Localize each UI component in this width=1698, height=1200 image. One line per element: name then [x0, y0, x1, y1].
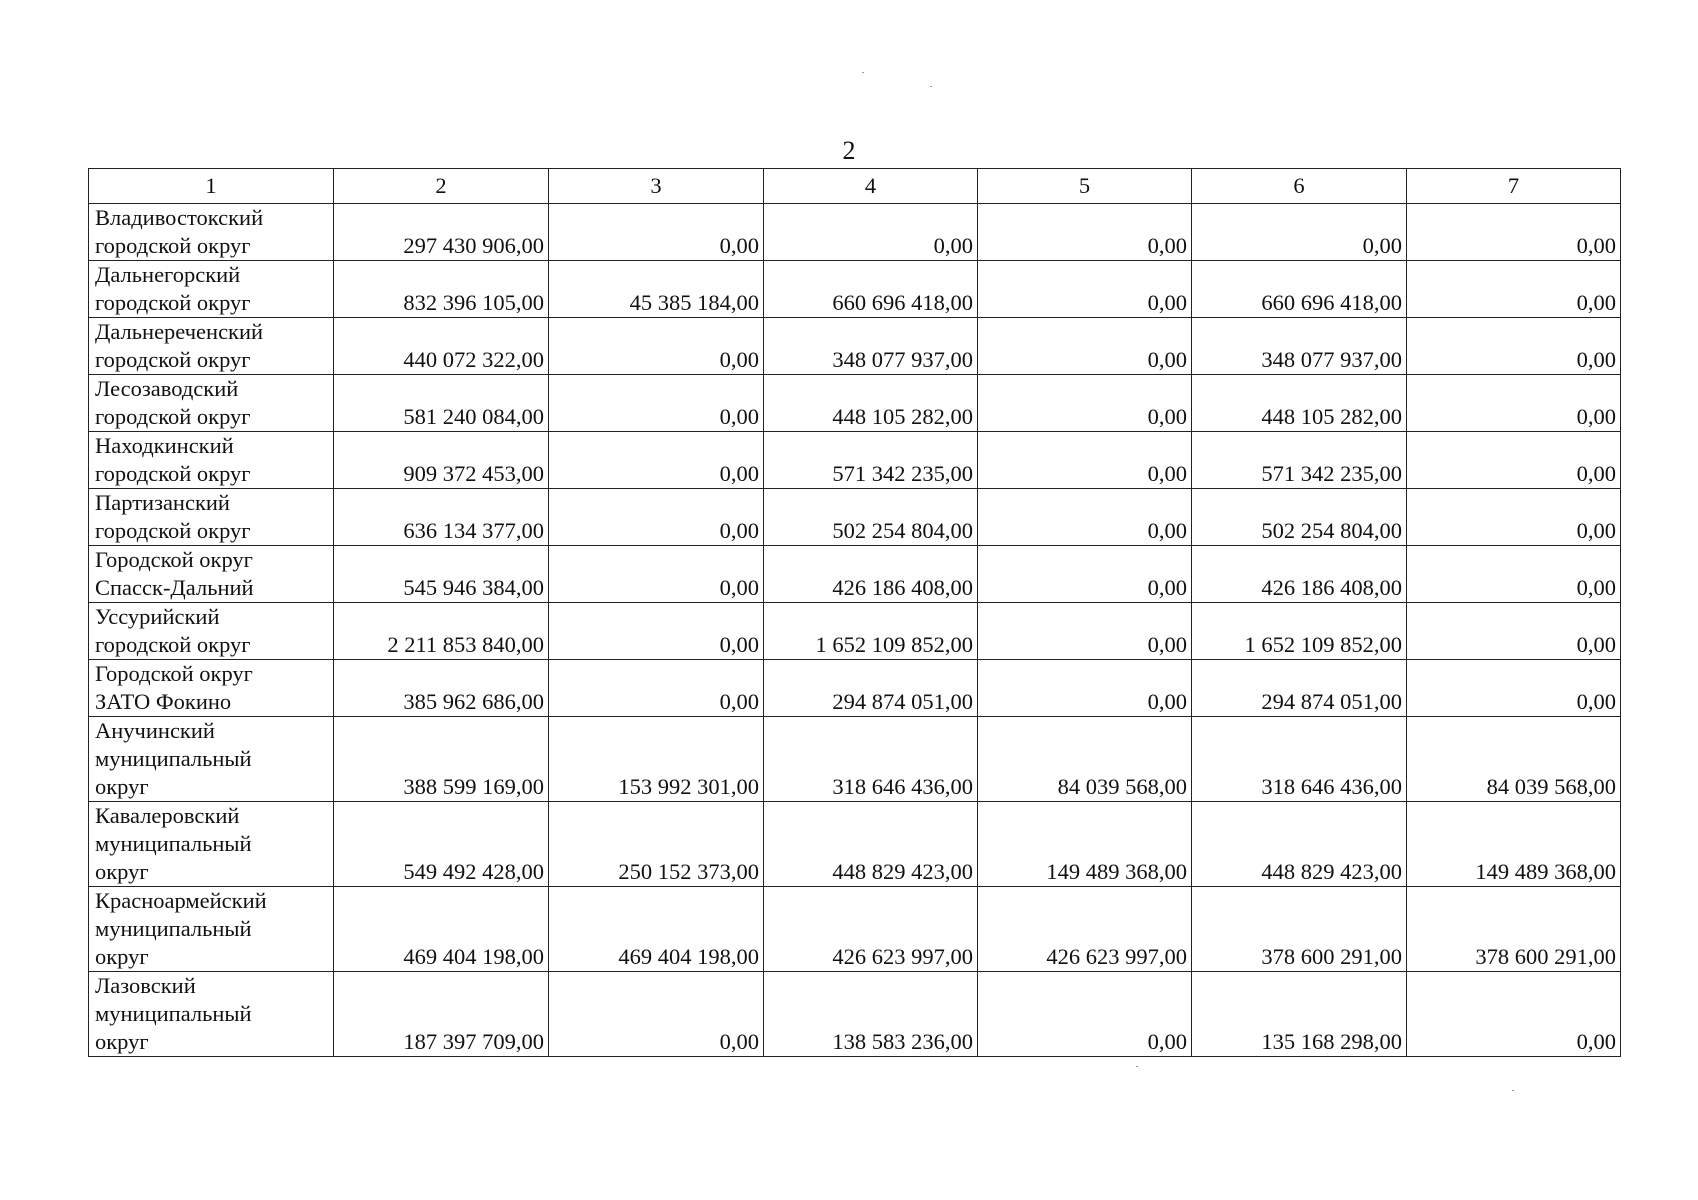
- column-header-2: 2: [334, 169, 549, 204]
- table-row: [89, 603, 1621, 660]
- table-row: [89, 802, 1621, 887]
- value-cell-col-6: 135 168 298,00: [1192, 972, 1407, 1057]
- value-cell-col-2: 187 397 709,00: [334, 972, 549, 1057]
- table-row: [89, 204, 1621, 261]
- value-cell-col-3: 153 992 301,00: [549, 717, 764, 802]
- value-cell-col-4: 571 342 235,00: [764, 432, 978, 489]
- value-cell-col-2: 2 211 853 840,00: [334, 603, 549, 660]
- value-cell-col-2: 549 492 428,00: [334, 802, 549, 887]
- value-cell-col-3: 45 385 184,00: [549, 261, 764, 318]
- value-cell-col-7: 149 489 368,00: [1407, 802, 1621, 887]
- value-cell-col-4: 1 652 109 852,00: [764, 603, 978, 660]
- budget-table: [88, 168, 1621, 1057]
- value-cell-col-5: 0,00: [978, 546, 1192, 603]
- value-cell-col-3: 0,00: [549, 375, 764, 432]
- value-cell-col-5: 426 623 997,00: [978, 887, 1192, 972]
- municipality-name: Анучинский муниципальный округ: [89, 717, 334, 802]
- value-cell-col-6: 294 874 051,00: [1192, 660, 1407, 717]
- scan-speck: [862, 72, 864, 73]
- value-cell-col-5: 0,00: [978, 660, 1192, 717]
- value-cell-col-2: 469 404 198,00: [334, 887, 549, 972]
- value-cell-col-3: 469 404 198,00: [549, 887, 764, 972]
- value-cell-col-6: 378 600 291,00: [1192, 887, 1407, 972]
- value-cell-col-6: 318 646 436,00: [1192, 717, 1407, 802]
- value-cell-col-7: 0,00: [1407, 375, 1621, 432]
- value-cell-col-6: 426 186 408,00: [1192, 546, 1407, 603]
- value-cell-col-6: 660 696 418,00: [1192, 261, 1407, 318]
- value-cell-col-5: 0,00: [978, 603, 1192, 660]
- value-cell-col-5: 0,00: [978, 204, 1192, 261]
- value-cell-col-2: 909 372 453,00: [334, 432, 549, 489]
- table-row: [89, 717, 1621, 802]
- value-cell-col-5: 84 039 568,00: [978, 717, 1192, 802]
- value-cell-col-7: 0,00: [1407, 261, 1621, 318]
- municipality-name: Дальнегорский городской округ: [89, 261, 334, 318]
- value-cell-col-7: 0,00: [1407, 972, 1621, 1057]
- value-cell-col-5: 0,00: [978, 432, 1192, 489]
- value-cell-col-4: 426 186 408,00: [764, 546, 978, 603]
- value-cell-col-5: 149 489 368,00: [978, 802, 1192, 887]
- municipality-name: Партизанский городской округ: [89, 489, 334, 546]
- table-row: [89, 489, 1621, 546]
- scan-speck: [930, 86, 932, 87]
- municipality-name: Уссурийский городской округ: [89, 603, 334, 660]
- value-cell-col-5: 0,00: [978, 972, 1192, 1057]
- column-header-6: 6: [1192, 169, 1407, 204]
- header-row: [89, 169, 1621, 204]
- value-cell-col-4: 348 077 937,00: [764, 318, 978, 375]
- value-cell-col-7: 84 039 568,00: [1407, 717, 1621, 802]
- column-header-4: 4: [764, 169, 978, 204]
- municipality-name: Дальнереченский городской округ: [89, 318, 334, 375]
- value-cell-col-7: 0,00: [1407, 546, 1621, 603]
- value-cell-col-2: 545 946 384,00: [334, 546, 549, 603]
- value-cell-col-4: 138 583 236,00: [764, 972, 978, 1057]
- value-cell-col-7: 0,00: [1407, 660, 1621, 717]
- value-cell-col-3: 0,00: [549, 489, 764, 546]
- value-cell-col-2: 388 599 169,00: [334, 717, 549, 802]
- value-cell-col-7: 0,00: [1407, 318, 1621, 375]
- value-cell-col-3: 0,00: [549, 546, 764, 603]
- value-cell-col-6: 0,00: [1192, 204, 1407, 261]
- value-cell-col-3: 0,00: [549, 318, 764, 375]
- table-row: [89, 660, 1621, 717]
- value-cell-col-3: 0,00: [549, 972, 764, 1057]
- municipality-name: Кавалеровский муниципальный округ: [89, 802, 334, 887]
- value-cell-col-3: 0,00: [549, 432, 764, 489]
- table-row: [89, 887, 1621, 972]
- value-cell-col-2: 832 396 105,00: [334, 261, 549, 318]
- value-cell-col-6: 348 077 937,00: [1192, 318, 1407, 375]
- municipality-name: Находкинский городской округ: [89, 432, 334, 489]
- municipality-name: Красноармейский муниципальный округ: [89, 887, 334, 972]
- value-cell-col-4: 448 105 282,00: [764, 375, 978, 432]
- table-row: [89, 972, 1621, 1057]
- value-cell-col-4: 426 623 997,00: [764, 887, 978, 972]
- value-cell-col-6: 571 342 235,00: [1192, 432, 1407, 489]
- table-row: [89, 546, 1621, 603]
- table-row: [89, 318, 1621, 375]
- municipality-name: Лесозаводский городской округ: [89, 375, 334, 432]
- value-cell-col-2: 636 134 377,00: [334, 489, 549, 546]
- table-row: [89, 432, 1621, 489]
- column-header-3: 3: [549, 169, 764, 204]
- value-cell-col-3: 0,00: [549, 660, 764, 717]
- value-cell-col-7: 0,00: [1407, 432, 1621, 489]
- value-cell-col-6: 448 829 423,00: [1192, 802, 1407, 887]
- value-cell-col-4: 448 829 423,00: [764, 802, 978, 887]
- value-cell-col-7: 0,00: [1407, 489, 1621, 546]
- value-cell-col-2: 297 430 906,00: [334, 204, 549, 261]
- municipality-name: Городской округ ЗАТО Фокино: [89, 660, 334, 717]
- page-number: 2: [842, 136, 856, 165]
- table-row: [89, 375, 1621, 432]
- value-cell-col-4: 0,00: [764, 204, 978, 261]
- municipality-name: Владивостокский городской округ: [89, 204, 334, 261]
- value-cell-col-4: 502 254 804,00: [764, 489, 978, 546]
- value-cell-col-4: 294 874 051,00: [764, 660, 978, 717]
- value-cell-col-3: 250 152 373,00: [549, 802, 764, 887]
- value-cell-col-3: 0,00: [549, 603, 764, 660]
- value-cell-col-5: 0,00: [978, 489, 1192, 546]
- scan-speck: [1136, 1066, 1138, 1067]
- value-cell-col-2: 581 240 084,00: [334, 375, 549, 432]
- value-cell-col-2: 440 072 322,00: [334, 318, 549, 375]
- scan-speck: [1512, 1090, 1514, 1091]
- column-header-5: 5: [978, 169, 1192, 204]
- table-row: [89, 261, 1621, 318]
- value-cell-col-5: 0,00: [978, 318, 1192, 375]
- municipality-name: Городской округ Спасск-Дальний: [89, 546, 334, 603]
- value-cell-col-6: 1 652 109 852,00: [1192, 603, 1407, 660]
- column-header-1: 1: [89, 169, 334, 204]
- value-cell-col-6: 502 254 804,00: [1192, 489, 1407, 546]
- value-cell-col-6: 448 105 282,00: [1192, 375, 1407, 432]
- value-cell-col-4: 318 646 436,00: [764, 717, 978, 802]
- value-cell-col-4: 660 696 418,00: [764, 261, 978, 318]
- value-cell-col-5: 0,00: [978, 261, 1192, 318]
- value-cell-col-2: 385 962 686,00: [334, 660, 549, 717]
- municipality-name: Лазовский муниципальный округ: [89, 972, 334, 1057]
- value-cell-col-7: 0,00: [1407, 603, 1621, 660]
- value-cell-col-7: 378 600 291,00: [1407, 887, 1621, 972]
- value-cell-col-5: 0,00: [978, 375, 1192, 432]
- value-cell-col-7: 0,00: [1407, 204, 1621, 261]
- column-header-7: 7: [1407, 169, 1621, 204]
- value-cell-col-3: 0,00: [549, 204, 764, 261]
